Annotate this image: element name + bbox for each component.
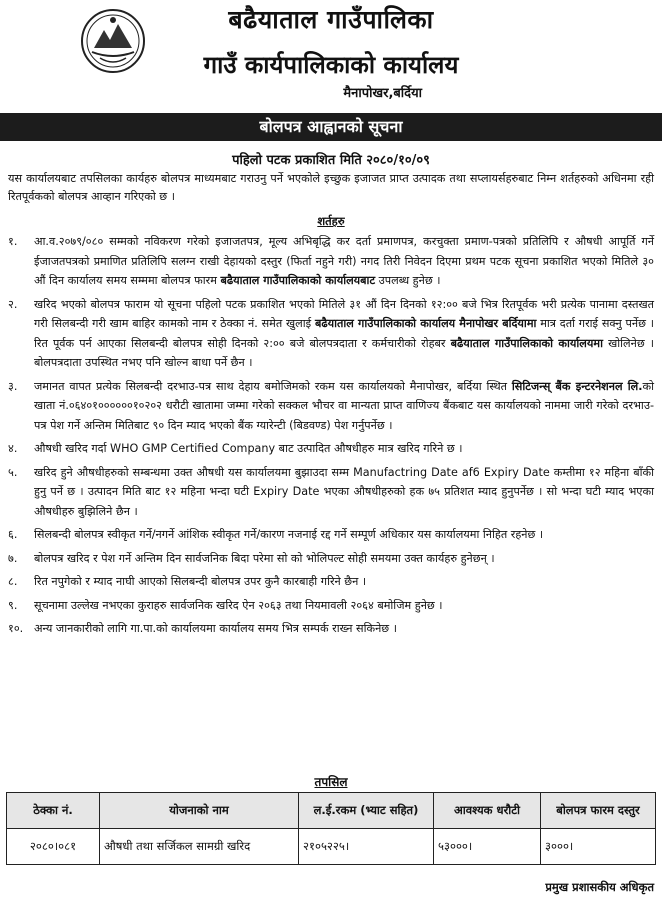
term-number: ८.	[8, 575, 18, 588]
col-form-fee: बोलपत्र फारम दस्तुर	[541, 793, 656, 829]
term-number: ७.	[8, 551, 18, 565]
schedule-table	[6, 792, 656, 865]
term-text-part: रित नपुगेको र म्याद नाघी आएको सिलबन्दी बोलपत्र उपर कुनै कारबाही गरिने छैन ।	[34, 575, 367, 588]
term-item	[8, 619, 654, 639]
term-text-bold: बढैयाताल गाउँपालिकाको कार्यालयबाट	[220, 274, 376, 287]
term-text	[34, 619, 654, 639]
term-item	[8, 525, 654, 545]
term-item	[8, 439, 654, 459]
term-number: १.	[8, 235, 18, 248]
term-text	[34, 572, 654, 592]
term-text	[34, 463, 654, 522]
term-number: ३.	[8, 379, 18, 393]
terms-list	[8, 232, 654, 643]
term-text	[34, 439, 654, 459]
term-text-part: सिलबन्दी बोलपत्र स्वीकृत गर्ने/नगर्ने आंशिक स्वीकृत गर्ने/कारण नजनाई रद्द गर्ने सम्पूर्ण अधिकार यस कार्यालयमा निहित रहनेछ ।	[34, 528, 544, 541]
term-item	[8, 549, 654, 569]
col-plan-name: योजनाको नाम	[100, 793, 299, 829]
term-text-part: मात्र दर्ता गराई सक्नु पर्नेछ । रित पूर्वक पर्न आएका सिलबन्दी बोलपत्र सोही दिनको २:०० बजे बोलपत्रदाता र कर्मचारीको रोहबर	[34, 317, 654, 350]
term-text	[34, 549, 654, 569]
term-number: ९.	[8, 598, 18, 612]
municipality-title: बढैयाताल गाउँपालिका	[228, 5, 434, 34]
office-address: मैनापोखर,बर्दिया	[343, 86, 422, 101]
schedule-heading: तपसिल	[314, 775, 348, 789]
term-number: १०.	[8, 622, 24, 635]
term-text-part: बोलपत्र खरिद र पेश गर्ने अन्तिम दिन सार्वजनिक बिदा परेमा सो को भोलिपल्ट सोही समयमा उक्त कार्यहरु हुनेछन् ।	[34, 551, 495, 565]
term-number: २.	[8, 297, 18, 311]
term-text-part: आ.व.२०७९/०८० सम्मको नविकरण गरेको इजाजतपत्र, मूल्य अभिबृद्धि कर दर्ता प्रमाणपत्र, करचुक्ता प्रमाण-पत्रको प्रतिलिपि र औषधी आपूर्ति गर्ने ईजाजतपत्रको प्रमाणित प्रतिलिपि सलग्न राखी देहायको दस्तुर (फिर्ता नहुने गरी) नगद तिरी निवेदन दिएमा प्रथम पटक सूचना प्रकाशित भएको मितिले ३० औं दिन कार्यालय समय सम्ममा बोलपत्र फारम	[34, 235, 654, 287]
term-text-part: उपलब्ध हुनेछ ।	[375, 274, 441, 287]
cell-estimate-amount: २१०५२२५।	[299, 829, 434, 865]
intro-paragraph: यस कार्यालयबाट तपसिलका कार्यहरु बोलपत्र माध्यमबाट गराउनु पर्ने भएकोले इच्छुक इजाजत प्राप्त उत्पादक तथा सप्लायर्सहरुबाट निम्न शर्तहरुको अधिनमा रही रितपूर्वकको बोलपत्र आव्हान गरिएको छ ।	[8, 172, 654, 203]
term-item	[8, 596, 654, 616]
term-text-part: अन्य जानकारीको लागि गा.पा.को कार्यालयमा कार्यालय समय भित्र सम्पर्क राख्न सकिनेछ ।	[34, 622, 397, 635]
term-item	[8, 295, 654, 373]
term-text	[34, 525, 654, 545]
notice-banner: बोलपत्र आह्वानको सूचना	[0, 113, 662, 141]
term-text	[34, 596, 654, 616]
cell-plan-name: औषधी तथा सर्जिकल सामग्री खरिद	[100, 829, 299, 865]
term-text-bold: सिटिजन्स् बैंक इन्टरनेशनल लि.	[511, 379, 643, 393]
term-item	[8, 572, 654, 592]
conditions-heading: शर्तहरु	[317, 214, 345, 228]
header	[0, 0, 662, 112]
term-text-part: खोलिनेछ । बोलपत्रदाता उपस्थित नभए पनि खोल्न बाधा पर्ने छैन ।	[34, 336, 654, 369]
col-contract-no: ठेक्का नं.	[7, 793, 100, 829]
signature-title: प्रमुख प्रशासकीय अधिकृत	[545, 880, 654, 894]
term-text-bold: बढैयाताल गाउँपालिकाको कार्यालयमा	[450, 336, 603, 350]
schedule-header-row	[7, 793, 656, 829]
term-text	[34, 232, 654, 291]
term-item	[8, 463, 654, 522]
cell-required-deposit: ५३०००।	[434, 829, 541, 865]
term-number: ६.	[8, 528, 18, 541]
term-text-part: औषधी खरिद गर्दा WHO GMP Certified Company बाट उत्पादित औषधीहरु मात्र खरिद गरिने छ ।	[34, 442, 463, 455]
term-text-part: जमानत वापत प्रत्येक सिलबन्दी दरभाउ-पत्र साथ देहाय बमोजिमको रकम यस कार्यालयको मैनापोखर, बर्दिया स्थित	[34, 379, 512, 393]
office-title: गाउँ कार्यपालिकाको कार्यालय	[203, 51, 459, 79]
term-text	[34, 295, 654, 373]
term-text-part: को खाता नं.०६४०१००००००१०२०२ धरौटी खातामा जम्मा गरेको सक्कल भौचर वा मान्यता प्राप्त वाणिज्य बैंकबाट यस कार्यालयको नाममा जारी गरेको दरभाउ-पत्र पेश गर्ने अन्तिम मितिबाट ९० दिन म्याद भएको बैंक ग्यारेन्टी (बिडवण्ड) पेश गर्नुपर्नेछ ।	[34, 379, 654, 432]
term-item	[8, 377, 654, 436]
published-date: पहिलो पटक प्रकाशित मिति २०८०/१०/०९	[232, 153, 430, 168]
cell-contract-no: २०८०।०८१	[7, 829, 100, 865]
cell-form-fee: ३०००।	[541, 829, 656, 865]
term-item	[8, 232, 654, 291]
term-text-part: सूचनामा उल्लेख नभएका कुराहरु सार्वजनिक खरिद ऐन २०६३ तथा नियमावली २०६४ बमोजिम हुनेछ ।	[34, 598, 443, 612]
term-text-part: खरिद भएको बोलपत्र फाराम यो सूचना पहिलो पटक प्रकाशित भएको मितिले ३१ औं दिन दिनको १२:०० बजे भित्र रितपूर्वक भरी प्रत्येक पानामा दस्तखत गरी सिलबन्दी गरी खाम बाहिर कामको नाम र ठेक्का नं. समेत खुलाई	[34, 297, 654, 330]
term-number: ४.	[8, 442, 18, 455]
col-required-deposit: आवश्यक धरौटी	[434, 793, 541, 829]
term-text-part: खरिद हुने औषधीहरुको सम्बन्धमा उक्त औषधी यस कार्यालयमा बुझाउदा सम्म Manufactring Date af6 Expiry Date कम्तीमा १२ महिना बाँकी हुनु पर्ने छ । उत्पादन मिति बाट १२ महिना भन्दा घटी Expiry Date भएका औषधीहरुको हक ७५ प्रतिशत म्याद हुनुपर्नेछ । सो भन्दा घटी म्याद भएका औषधीहरु बुझिलिने छैन ।	[34, 465, 654, 518]
col-estimate-amount: ल.ई.रकम (भ्याट सहित)	[299, 793, 434, 829]
term-number: ५.	[8, 465, 18, 479]
term-text	[34, 377, 654, 436]
table-row	[7, 829, 656, 865]
term-text-bold: बढैयाताल गाउँपालिकाको कार्यालय मैनापोखर बर्दियामा	[314, 317, 537, 330]
